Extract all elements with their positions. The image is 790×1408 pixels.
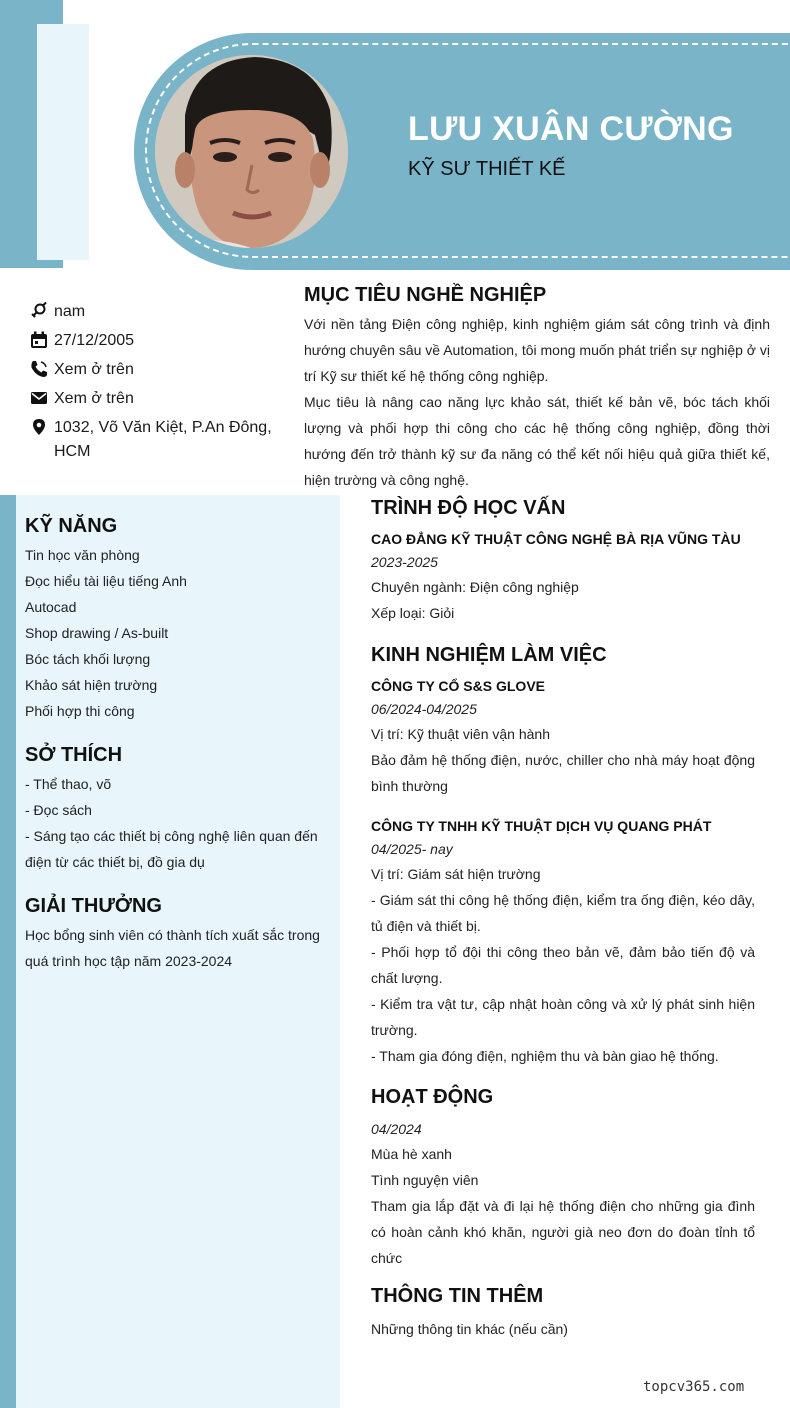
avatar-photo xyxy=(155,55,348,248)
skill-item: Phối hợp thi công xyxy=(25,703,135,719)
education-title: TRÌNH ĐỘ HỌC VẤN xyxy=(371,497,566,519)
location-icon xyxy=(30,418,48,436)
job-line: - Kiểm tra vật tư, cập nhật hoàn công và xử lý phát sinh hiện trường. xyxy=(371,996,755,1038)
hobbies-title: SỞ THÍCH xyxy=(25,744,123,766)
objective-title: MỤC TIÊU NGHỀ NGHIỆP xyxy=(304,284,547,306)
calendar-icon xyxy=(30,331,48,349)
skill-item: Đọc hiểu tài liệu tiếng Anh xyxy=(25,573,187,589)
contact-email-text[interactable]: Xem ở trên xyxy=(54,390,134,407)
job-period: 04/2025- nay xyxy=(371,841,453,857)
hobbies-section xyxy=(25,744,330,875)
footer-brand: topcv365.com xyxy=(643,1379,745,1395)
more-info-title: THÔNG TIN THÊM xyxy=(371,1285,544,1307)
job-line: - Giám sát thi công hệ thống điện, kiểm tra ống điện, kéo dây, tủ điện và thiết bị. xyxy=(371,892,755,934)
skill-item: Autocad xyxy=(25,599,77,615)
education-period: 2023-2025 xyxy=(371,554,438,570)
avatar xyxy=(155,55,348,248)
skills-title: KỸ NĂNG xyxy=(25,515,118,537)
job-line: - Phối hợp tổ đội thi công theo bản vẽ, đảm bảo tiến độ và chất lượng. xyxy=(371,944,755,986)
job-period: 06/2024-04/2025 xyxy=(371,701,477,717)
activities-section xyxy=(371,1086,755,1271)
contact-gender xyxy=(30,300,85,324)
skills-section xyxy=(25,515,330,724)
education-line: Chuyên ngành: Điện công nghiệp xyxy=(371,579,579,595)
skill-item: Bóc tách khối lượng xyxy=(25,651,151,667)
awards-title: GIẢI THƯỞNG xyxy=(25,895,162,917)
contact-gender-text: nam xyxy=(54,303,86,320)
job-line: Bảo đảm hệ thống điện, nước, chiller cho nhà máy hoạt động bình thường xyxy=(371,752,755,794)
job-company: CÔNG TY CỔ S&S GLOVE xyxy=(371,678,545,694)
job-entry xyxy=(371,675,755,799)
more-info-text: Những thông tin khác (nếu cần) xyxy=(371,1321,568,1337)
contact-email xyxy=(30,387,134,411)
objective-paragraph: Với nền tảng Điện công nghiệp, kinh nghiệm giám sát công trình và định hướng chuyên sâu về Automation, tôi mong muốn phát triển sự nghiệp ở vị trí Kỹ sư thiết kế hệ thống công nghiệp. xyxy=(304,316,770,384)
objective-paragraph: Mục tiêu là nâng cao năng lực khảo sát, thiết kế bản vẽ, bóc tách khối lượng và phối hợp thi công cho các hệ thống công nghiệp, đồng thời hướng đến trở thành kỹ sư đa năng có thể kết nối hiệu quả giữa thiết kế, hiện trường và công nghệ. xyxy=(304,394,770,488)
activity-line: Tham gia lắp đặt và đi lại hệ thống điện cho những gia đình có hoàn cảnh khó khăn, người già neo đơn do đoàn tỉnh tổ chức xyxy=(371,1198,755,1266)
phone-icon xyxy=(30,360,48,378)
candidate-name: LƯU XUÂN CƯỜNG xyxy=(408,110,734,148)
education-school: CAO ĐẲNG KỸ THUẬT CÔNG NGHỆ BÀ RỊA VŨNG TÀU xyxy=(371,531,741,547)
experience-title: KINH NGHIỆM LÀM VIỆC xyxy=(371,644,607,666)
job-line: Vị trí: Kỹ thuật viên vận hành xyxy=(371,726,550,742)
contact-birthday-text: 27/12/2005 xyxy=(54,332,135,349)
more-info-section xyxy=(371,1285,755,1342)
award-text: Học bổng sinh viên có thành tích xuất sắc trong quá trình học tập năm 2023-2024 xyxy=(25,927,320,969)
contact-address-text: 1032, Võ Văn Kiệt, P.An Đông, HCM xyxy=(54,419,272,460)
gender-icon xyxy=(30,302,48,320)
sidebar-accent-strip xyxy=(0,495,16,1408)
email-icon xyxy=(30,389,48,407)
skill-item: Tin học văn phòng xyxy=(25,547,140,563)
hobby-item: - Thể thao, võ xyxy=(25,776,112,792)
job-entry xyxy=(371,815,755,1069)
objective-section xyxy=(304,284,770,493)
candidate-role: KỸ SƯ THIẾT KẾ xyxy=(408,158,566,180)
header-pale-bar xyxy=(37,24,89,260)
education-section xyxy=(371,497,755,626)
skill-item: Khảo sát hiện trường xyxy=(25,677,158,693)
hobby-item: - Sáng tạo các thiết bị công nghệ liên quan đến điện từ các thiết bị, đồ gia dụ xyxy=(25,828,318,870)
activity-period: 04/2024 xyxy=(371,1121,422,1137)
awards-section xyxy=(25,895,330,974)
job-company: CÔNG TY TNHH KỸ THUẬT DỊCH VỤ QUANG PHÁT xyxy=(371,818,712,834)
activity-line: Tình nguyện viên xyxy=(371,1172,479,1188)
contact-birthday xyxy=(30,329,134,353)
experience-section xyxy=(371,644,755,1069)
contact-phone-text[interactable]: Xem ở trên xyxy=(54,361,134,378)
skill-item: Shop drawing / As-built xyxy=(25,625,169,641)
activities-title: HOẠT ĐỘNG xyxy=(371,1086,494,1108)
job-line: - Tham gia đóng điện, nghiệm thu và bàn giao hệ thống. xyxy=(371,1048,719,1064)
hobby-item: - Đọc sách xyxy=(25,802,92,818)
job-line: Vị trí: Giám sát hiện trường xyxy=(371,866,541,882)
education-line: Xếp loại: Giỏi xyxy=(371,605,455,621)
contact-address xyxy=(30,416,280,464)
activity-line: Mùa hè xanh xyxy=(371,1146,452,1162)
contact-phone xyxy=(30,358,134,382)
